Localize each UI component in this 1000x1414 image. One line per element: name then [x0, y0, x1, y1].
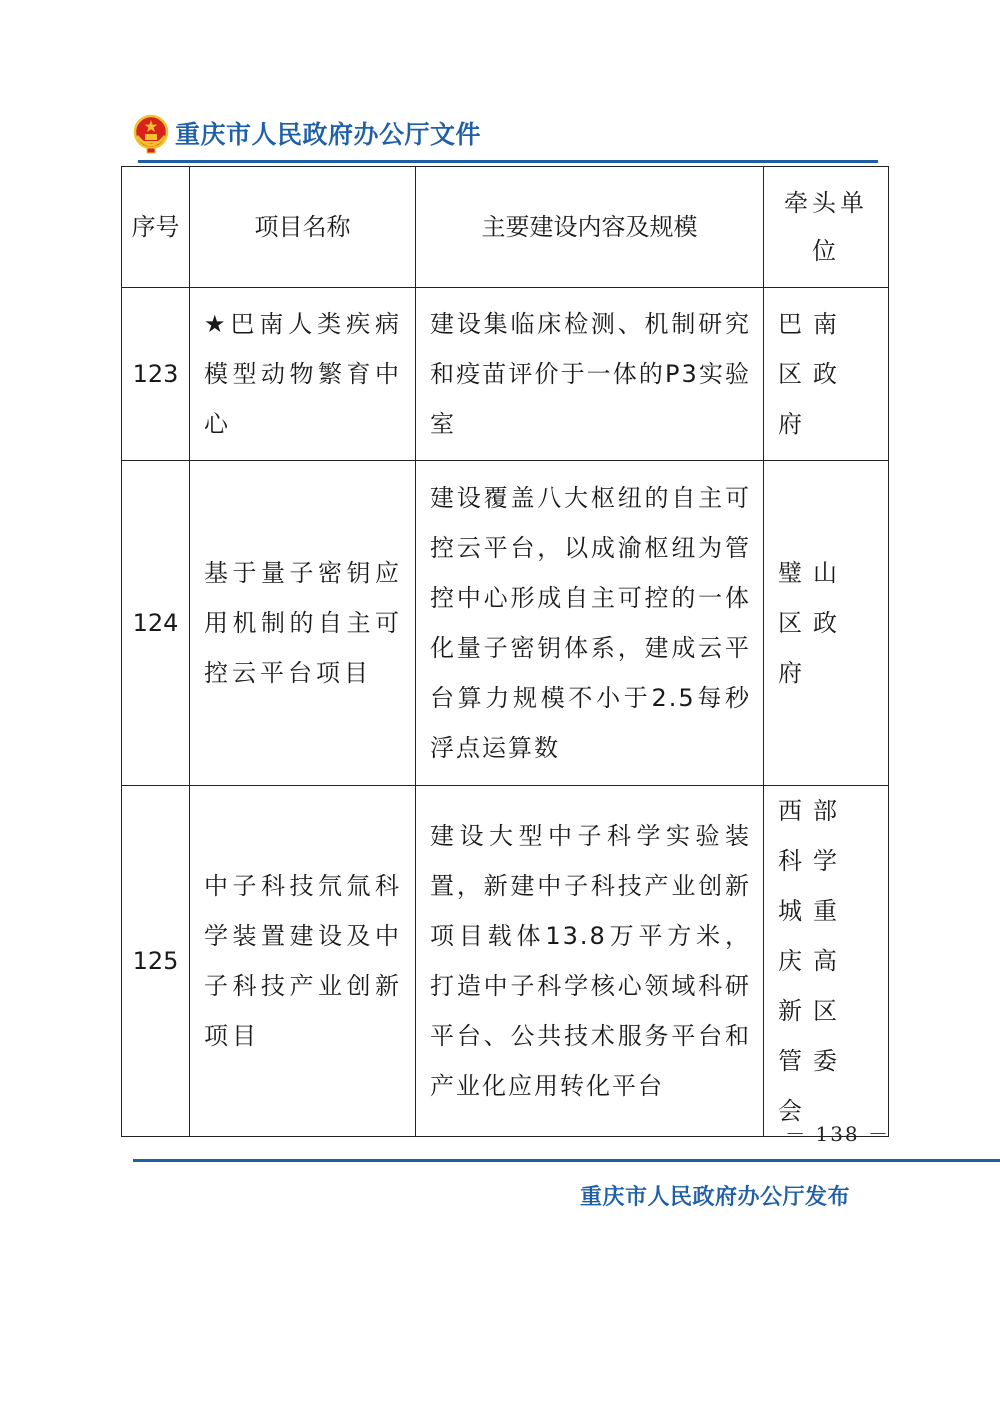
row-content: 建设集临床检测、机制研究和疫苗评价于一体的P3实验室	[416, 288, 764, 461]
row-project-name: 中子科技氘氚科学装置建设及中子科技产业创新项目	[190, 786, 416, 1137]
header-unit: 牵头单位	[764, 167, 889, 288]
row-project-name: 基于量子密钥应用机制的自主可控云平台项目	[190, 461, 416, 786]
project-table	[121, 166, 889, 1137]
row-no: 124	[122, 461, 190, 786]
document-header	[133, 112, 481, 156]
header-name: 项目名称	[190, 167, 416, 288]
header-title: 重庆市人民政府办公厅文件	[175, 119, 482, 149]
row-lead-unit: 西部科学城重庆高新区管委会	[764, 786, 889, 1137]
row-lead-unit: 巴南区政府	[764, 288, 889, 461]
table-row	[122, 461, 889, 786]
header-content: 主要建设内容及规模	[416, 167, 764, 288]
table-row	[122, 288, 889, 461]
table-row	[122, 786, 889, 1137]
footer-publisher: 重庆市人民政府办公厅发布	[580, 1185, 851, 1210]
header-no: 序号	[122, 167, 190, 288]
page-number: － 138 －	[785, 1122, 890, 1146]
header-divider	[138, 160, 878, 163]
row-project-name: ★巴南人类疾病模型动物繁育中心	[190, 288, 416, 461]
footer-divider	[133, 1159, 1000, 1162]
row-no: 123	[122, 288, 190, 461]
national-emblem-icon	[133, 114, 169, 154]
row-lead-unit: 璧山区政府	[764, 461, 889, 786]
row-content: 建设覆盖八大枢纽的自主可控云平台，以成渝枢纽为管控中心形成自主可控的一体化量子密钥体系，建成云平台算力规模不小于2.5每秒浮点运算数	[416, 461, 764, 786]
table-header-row	[122, 167, 889, 288]
row-content: 建设大型中子科学实验装置，新建中子科技产业创新项目载体13.8万平方米，打造中子科学核心领域科研平台、公共技术服务平台和产业化应用转化平台	[416, 786, 764, 1137]
row-no: 125	[122, 786, 190, 1137]
